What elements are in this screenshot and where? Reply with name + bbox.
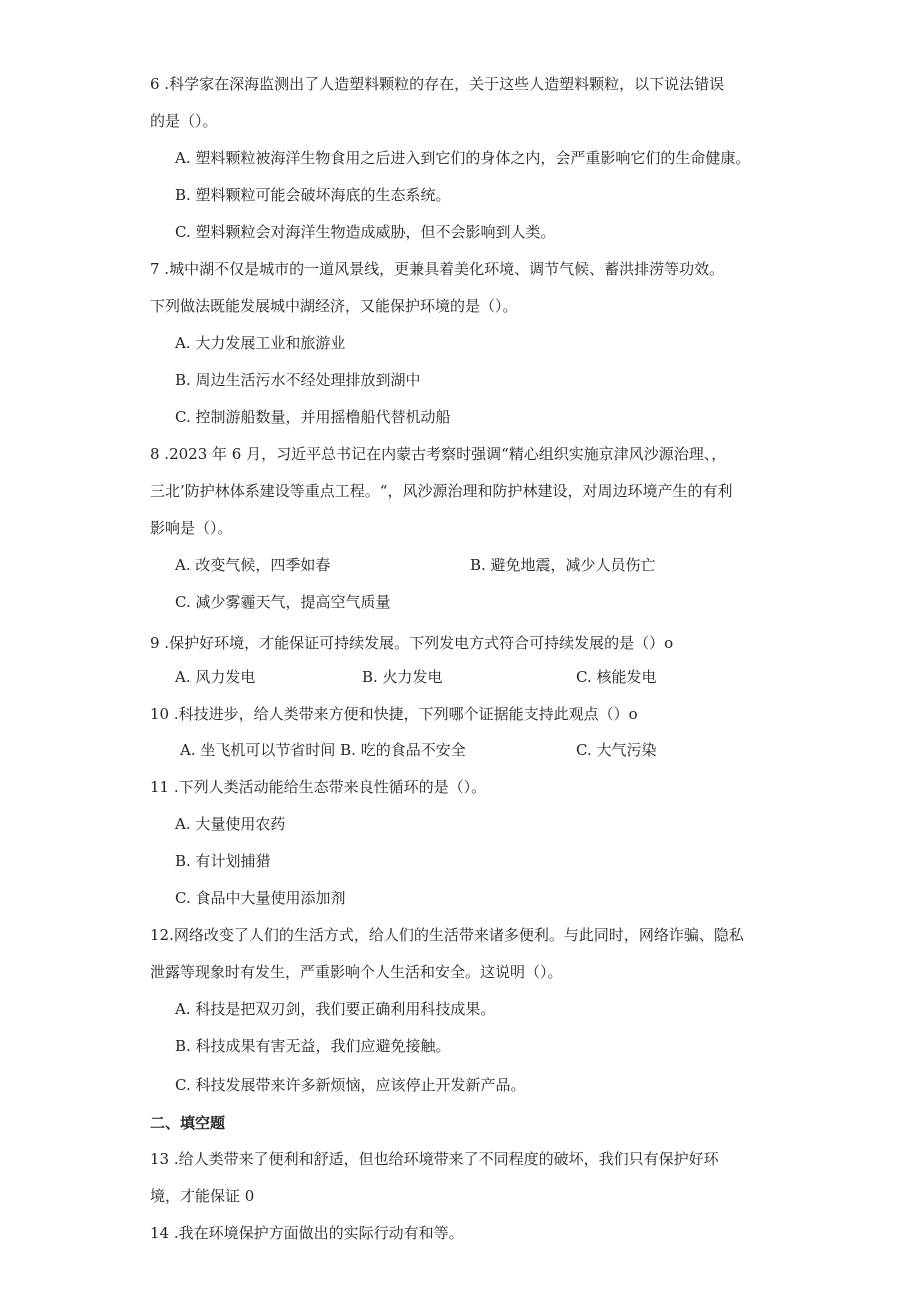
question-9-option-c: C. 核能发电 xyxy=(576,668,657,686)
question-11-option-a: A. 大量使用农药 xyxy=(175,815,286,833)
question-9-option-a: A. 风力发电 xyxy=(175,668,256,686)
question-7-text: 7 .城中湖不仅是城市的一道风景线，更兼具着美化环境、调节气候、蓄洪排涝等功效。 xyxy=(150,260,725,278)
question-8-text: 8 .2023 年 6 月，习近平总书记在内蒙古考察时强调“精心组织实施京津风沙源治理、， xyxy=(150,445,727,463)
question-7-option-a: A. 大力发展工业和旅游业 xyxy=(175,334,346,352)
question-12-text: 12.网络改变了人们的生活方式，给人们的生活带来诸多便利。与此同时，网络诈骗、隐私 xyxy=(150,926,744,944)
question-7-text-cont: 下列做法既能发展城中湖经济，又能保护环境的是（）。 xyxy=(150,297,518,315)
question-10-option-ab: A. 坐飞机可以节省时间 B. 吃的食品不安全 xyxy=(180,741,466,759)
question-11-text: 11 .下列人类活动能给生态带来良性循环的是（）。 xyxy=(150,778,487,796)
question-12-option-c: C. 科技发展带来许多新烦恼，应该停止开发新产品。 xyxy=(175,1076,526,1094)
question-9-option-b: B. 火力发电 xyxy=(362,668,443,686)
question-10-option-c: C. 大气污染 xyxy=(576,741,657,759)
question-8-option-a: A. 改变气候，四季如春 xyxy=(175,556,331,574)
question-8-option-b: B. 避免地震，减少人员伤亡 xyxy=(470,556,656,574)
question-8-option-c: C. 减少雾霾天气，提高空气质量 xyxy=(175,593,391,611)
question-11-option-c: C. 食品中大量使用添加剂 xyxy=(175,889,346,907)
question-14-text: 14 .我在环境保护方面做出的实际行动有和等。 xyxy=(150,1224,464,1242)
question-6-text: 6 .科学家在深海监测出了人造塑料颗粒的存在，关于这些人造塑料颗粒，以下说法错误 xyxy=(150,75,725,93)
question-10-text: 10 .科技进步，给人类带来方便和快捷，下列哪个证据能支持此观点（）o xyxy=(150,705,638,723)
question-6-text-cont: 的是（）。 xyxy=(150,112,218,130)
question-7-option-b: B. 周边生活污水不经处理排放到湖中 xyxy=(175,371,421,389)
question-12-option-b: B. 科技成果有害无益，我们应避免接触。 xyxy=(175,1037,451,1055)
question-9-text: 9 .保护好环境，才能保证可持续发展。下列发电方式符合可持续发展的是（）o xyxy=(150,634,674,652)
question-8-text-cont-2: 影响是（）。 xyxy=(150,519,233,537)
question-12-option-a: A. 科技是把双刃剑，我们要正确利用科技成果。 xyxy=(175,1000,496,1018)
question-8-text-cont: 三北’防护林体系建设等重点工程。“，风沙源治理和防护林建设，对周边环境产生的有利 xyxy=(150,482,733,500)
question-11-option-b: B. 有计划捕猎 xyxy=(175,852,271,870)
question-6-option-a: A. 塑料颗粒被海洋生物食用之后进入到它们的身体之内，会严重影响它们的生命健康。 xyxy=(175,149,751,167)
question-6-option-b: B. 塑料颗粒可能会破坏海底的生态系统。 xyxy=(175,186,451,204)
question-7-option-c: C. 控制游船数量，并用摇橹船代替机动船 xyxy=(175,408,451,426)
question-6-option-c: C. 塑料颗粒会对海洋生物造成威胁，但不会影响到人类。 xyxy=(175,223,556,241)
question-12-text-cont: 泄露等现象时有发生，严重影响个人生活和安全。这说明（）。 xyxy=(150,963,563,981)
question-13-text: 13 .给人类带来了便利和舒适，但也给环境带来了不同程度的破坏，我们只有保护好环 xyxy=(150,1150,719,1168)
section-heading: 二、填空题 xyxy=(150,1114,226,1132)
question-13-text-cont: 境，才能保证 0 xyxy=(150,1187,255,1205)
